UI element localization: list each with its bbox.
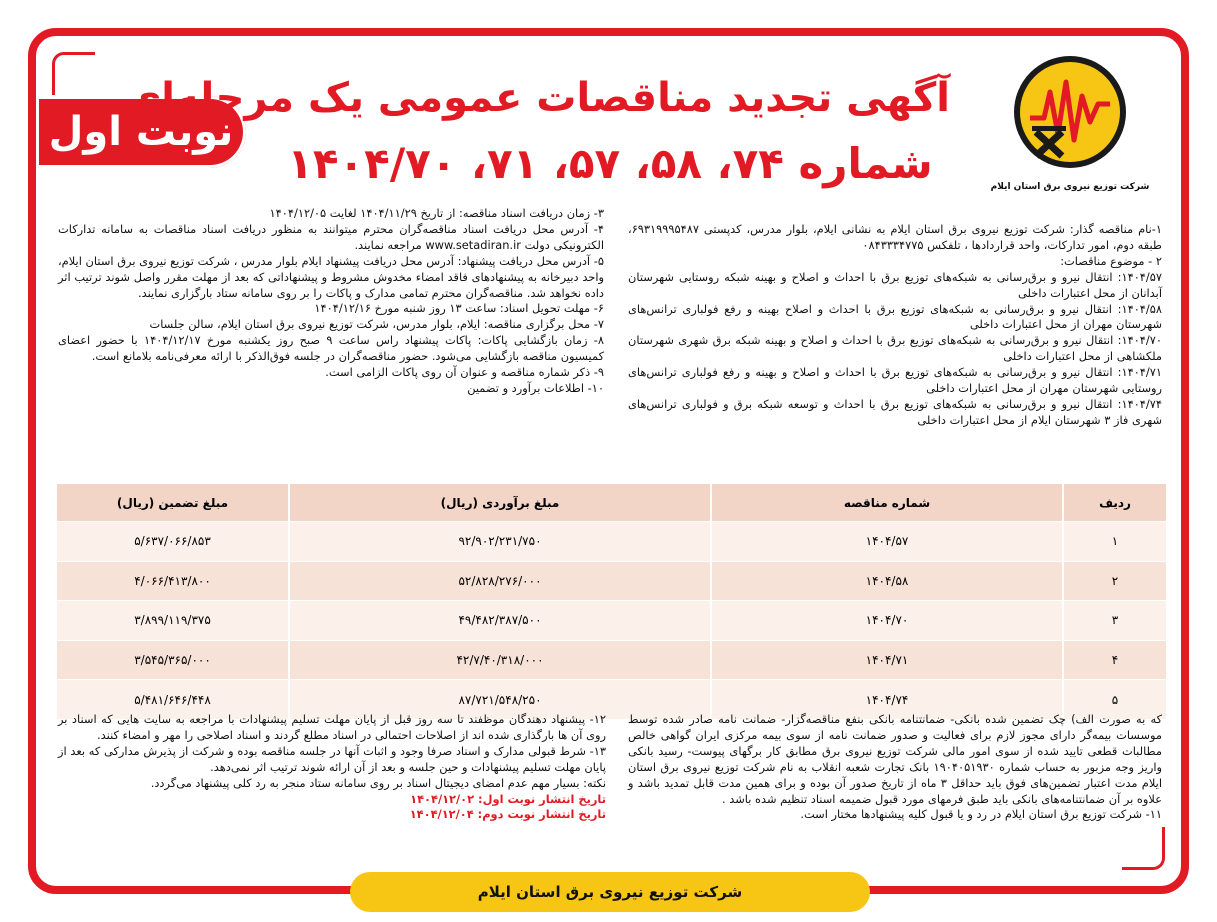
bottom-left-text bbox=[58, 712, 606, 823]
table-header-cell: ردیف bbox=[1063, 484, 1166, 522]
table-cell: ۴۹/۴۸۲/۳۸۷/۵۰۰ bbox=[289, 601, 711, 641]
table-cell: ۳/۸۹۹/۱۱۹/۳۷۵ bbox=[56, 601, 289, 641]
paragraph: ۱۴۰۴/۷۱: انتقال نیرو و برق‌رسانی به شبکه‌های توزیع برق با احداث و اصلاح و بهینه و رفع فولباری ترانس‌های روستایی شهرستان مهران از محل اعتبارات داخلی bbox=[628, 365, 1162, 396]
tender-numbers-title: شماره ۷۴، ۵۸، ۵۷، ۷۱، ۱۴۰۴/۷۰ bbox=[287, 139, 933, 188]
paragraph: ۱۲- پیشنهاد دهندگان موظفند تا سه روز قبل از پایان مهلت تسلیم پیشنهادات با مراجعه به سایت هایی که اسناد بر روی آن ها بارگذاری شده اند از اصلاحات احتمالی در اسناد مطلع گردند و اسناد اصلاحی را مهر و امضاء کنند. bbox=[58, 712, 606, 742]
corner-ornament-top-left bbox=[52, 52, 95, 95]
table-row bbox=[56, 640, 1166, 680]
paragraph: ۱-نام مناقصه گذار: شرکت توزیع نیروی برق استان ایلام به نشانی ایلام، بلوار مدرس، کدپستی ۶۹۳۱۹۹۹۵۴۸۷، طبقه دوم، امور تدارکات، واحد قراردادها ، تلفکس ۰۸۴۳۳۳۴۷۷۵ bbox=[628, 222, 1162, 252]
table-cell: ۱۴۰۴/۷۰ bbox=[711, 601, 1063, 641]
paragraph: ۱۱- شرکت توزیع برق استان ایلام در رد و یا قبول کلیه پیشنهادها مختار است. bbox=[800, 807, 1162, 822]
table-cell: ۹۲/۹۰۲/۲۳۱/۷۵۰ bbox=[289, 522, 711, 562]
table-row bbox=[56, 561, 1166, 601]
logo-caption: شرکت توزیع نیروی برق استان ایلام bbox=[990, 182, 1150, 192]
paragraph: ۷- محل برگزاری مناقصه: ایلام، بلوار مدرس، شرکت توزیع نیروی برق استان ایلام، سالن جلسات bbox=[149, 317, 604, 332]
paragraph: ۱۰- اطلاعات برآورد و تضمین bbox=[467, 380, 604, 395]
footer-company-name: شرکت توزیع نیروی برق استان ایلام bbox=[350, 872, 870, 912]
table-cell: ۸۷/۷۲۱/۵۴۸/۲۵۰ bbox=[289, 680, 711, 719]
page-title: آگهی تجدید مناقصات عمومی یک مرحله‌ای bbox=[124, 75, 950, 121]
paragraph: ۱۴۰۴/۷۴: انتقال نیرو و برق‌رسانی به شبکه‌های توزیع برق با احداث و توسعه شبکه برق و فولباری ترانس‌های شهری فاز ۳ شهرستان ایلام از محل اعتبارات داخلی bbox=[628, 396, 1162, 427]
paragraph: ۴- آدرس محل دریافت اسناد مناقصه‌گران محترم میتوانند به منظور دریافت اسناد مناقصات به سامانه تدارکات الکترونیکی دولت www.setadiran.ir مراجعه نمایند. bbox=[58, 221, 604, 252]
table-header-cell: مبلغ برآوردی (ریال) bbox=[289, 484, 711, 522]
round-badge: نوبت اول bbox=[36, 96, 246, 168]
table-cell: ۴ bbox=[1063, 640, 1166, 680]
table-cell: ۳ bbox=[1063, 601, 1166, 641]
table-header-cell: شماره مناقصه bbox=[711, 484, 1063, 522]
table-cell: ۳/۵۴۵/۳۶۵/۰۰۰ bbox=[56, 640, 289, 680]
paragraph: ۱۴۰۴/۷۰: انتقال نیرو و برق‌رسانی به شبکه‌های توزیع برق با احداث و اصلاح و بهینه شبکه برق شهری شهرستان ملکشاهی از محل اعتبارات داخلی bbox=[628, 333, 1162, 364]
table-cell: ۴۲/۷/۴۰/۳۱۸/۰۰۰ bbox=[289, 640, 711, 680]
table-header-cell: مبلغ تضمین (ریال) bbox=[56, 484, 289, 522]
estimate-guarantee-table bbox=[55, 484, 1166, 719]
table-cell: ۱۴۰۴/۷۱ bbox=[711, 640, 1063, 680]
paragraph: نکته: بسیار مهم عدم امضای دیجیتال اسناد بر روی سامانه ستاد منجر به رد کلی پیشنهاد می‌گردد. bbox=[150, 775, 606, 790]
publish-date-first: تاریخ انتشار نوبت اول: ۱۴۰۴/۱۲/۰۲ bbox=[410, 791, 606, 806]
corner-ornament-bottom-right bbox=[1122, 827, 1165, 870]
paragraph: ۸- زمان بازگشایی پاکات: پاکات پیشنهاد راس ساعت ۹ صبح روز یکشنبه مورخ ۱۴۰۴/۱۲/۱۷ با حضور اعضای کمیسیون مناقصه بازگشایی می‌شود. حضور مناقصه‌گران در جلسه فوق‌الذکر با ارائه معرفی‌نامه بلامانع است. bbox=[58, 333, 604, 364]
table-header-row bbox=[56, 484, 1166, 522]
electric-company-logo-icon bbox=[1010, 52, 1130, 172]
table-row bbox=[56, 601, 1166, 641]
bottom-right-text bbox=[628, 712, 1162, 823]
table-cell: ۵/۴۸۱/۶۴۶/۴۴۸ bbox=[56, 680, 289, 719]
table-cell: ۵/۶۳۷/۰۶۶/۸۵۳ bbox=[56, 522, 289, 562]
left-column-text bbox=[58, 206, 604, 397]
table-cell: ۵۲/۸۲۸/۲۷۶/۰۰۰ bbox=[289, 561, 711, 601]
table-cell: ۱۴۰۴/۵۸ bbox=[711, 561, 1063, 601]
paragraph: ۳- زمان دریافت اسناد مناقصه: از تاریخ ۱۴۰۴/۱۱/۲۹ لغایت ۱۴۰۴/۱۲/۰۵ bbox=[269, 206, 604, 220]
publish-date-second: تاریخ انتشار نوبت دوم: ۱۴۰۴/۱۲/۰۴ bbox=[409, 807, 606, 822]
paragraph: ۹- ذکر شماره مناقصه و عنوان آن روی پاکات الزامی است. bbox=[325, 365, 604, 380]
paragraph: ۵- آدرس محل دریافت پیشنهاد: آدرس محل دریافت پیشنهاد ایلام بلوار مدرس ، شرکت توزیع نیروی برق استان ایلام، واحد دبیرخانه به پیشنهادهای فاقد امضاء مخدوش مشروط و پیشنهاداتی که بعد از مهلت مقرر واصل شوند ترتیب اثر داده نخواهد شد. مناقصه‌گران محترم تمامی مدارک و پاکات را بر روی سامانه ستاد بارگزاری نمایند. bbox=[58, 253, 604, 300]
table-cell: ۱۴۰۴/۵۷ bbox=[711, 522, 1063, 562]
table-cell: ۴/۰۶۶/۴۱۳/۸۰۰ bbox=[56, 561, 289, 601]
table-cell: ۵ bbox=[1063, 680, 1166, 719]
paragraph: ۱۴۰۴/۵۷: انتقال نیرو و برق‌رسانی به شبکه‌های توزیع برق با احداث و اصلاح و بهینه شبکه روستایی شهرستان آبدانان از محل اعتبارات داخلی bbox=[628, 269, 1162, 300]
paragraph: ۲ - موضوع مناقصات: bbox=[1060, 253, 1162, 268]
right-column-text bbox=[628, 222, 1162, 429]
paragraph: که به صورت الف) چک تضمین شده بانکی- ضمانتنامه بانکی بنفع مناقصه‌گزار- ضمانت نامه صادر شده توسط موسسات بیمه‌گر دارای مجوز لازم برای فعالیت و صدور ضمانت نامه از سوی بیمه مرکزی ایران گواهی خالص مطالبات قطعی تایید شده از سوی امور مالی شرکت توزیع نیروی برق مطابق کار برگهای پیوست- رسید بانکی واریز وجه مزبور به حساب شماره ۱۹۰۴۰۵۱۹۳۰ بانک تجارت شعبه انقلاب به نام شرکت توزیع نیروی برق استان ایلام مدت اعتبار تضمین‌های فوق باید حداقل ۳ ماه از تاریخ صدور آن بوده و برای همین مدت قابل تمدید باشد و علاوه بر آن ضمانتنامه‌های بانکی باید طبق فرمهای مورد قبول ضمیمه اسناد تنظیم شده باشد . bbox=[628, 712, 1163, 806]
table-row bbox=[56, 522, 1166, 562]
table-cell: ۲ bbox=[1063, 561, 1166, 601]
paragraph: ۱۴۰۴/۵۸: انتقال نیرو و برق‌رسانی به شبکه‌های توزیع برق با احداث و اصلاح بهینه و رفع فولباری ترانس‌های شهرستان مهران از محل اعتبارات داخلی bbox=[628, 301, 1162, 332]
table-cell: ۱ bbox=[1063, 522, 1166, 562]
table-cell: ۱۴۰۴/۷۴ bbox=[711, 680, 1063, 719]
paragraph: ۶- مهلت تحویل اسناد: ساعت ۱۳ روز شنبه مورخ ۱۴۰۴/۱۲/۱۶ bbox=[314, 301, 604, 316]
paragraph: ۱۳- شرط قبولی مدارک و اسناد صرفا وجود و اثبات آنها در جلسه مناقصه بوده و شرکت از پذیرش مدارکی که بعد از پایان مهلت تسلیم پیشنهادات و حین جلسه و بعد از آن ارائه شوند ترتیب اثر نمی‌دهد. bbox=[58, 743, 606, 774]
